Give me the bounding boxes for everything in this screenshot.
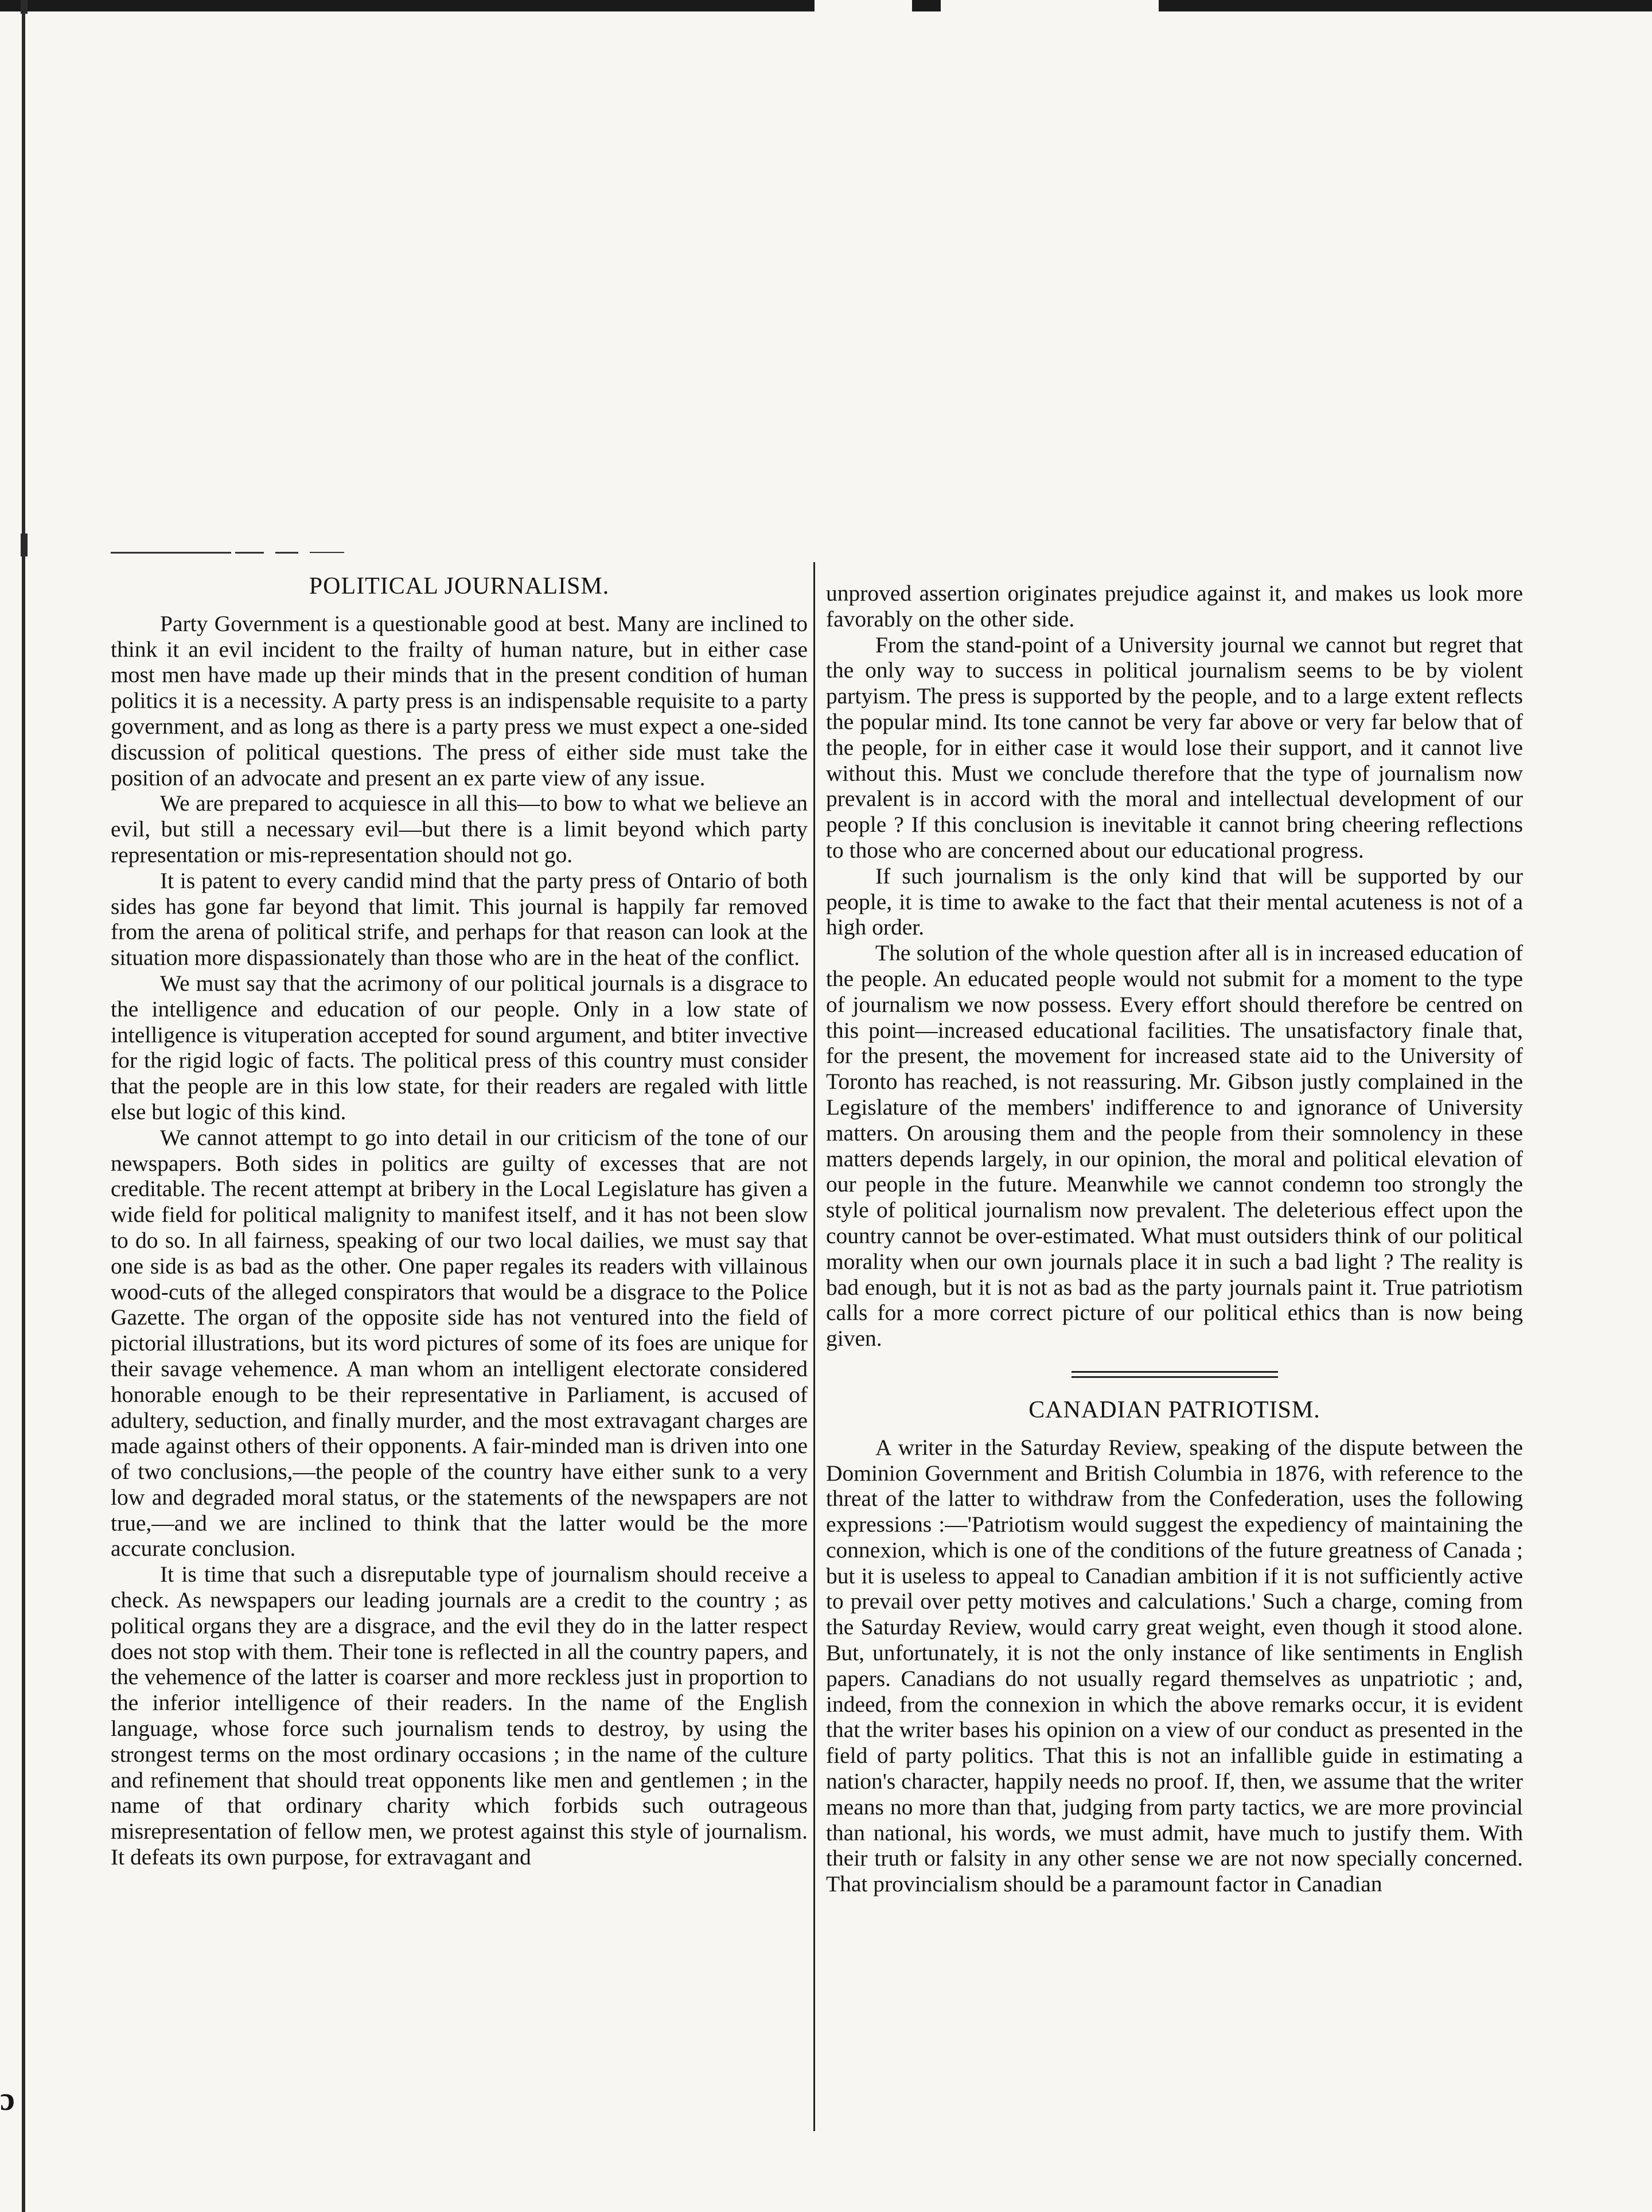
top-rule xyxy=(275,552,298,554)
scan-edge-mark xyxy=(21,533,28,556)
top-rule xyxy=(235,552,264,554)
article-paragraph: It is time that such a disreputable type of journalism should receive a check. As newspapers our leading journals are a credit to the country ; as political organs they are a disgrace, and the evil they do in the latter respect does not stop with them. Their tone is reflected in all the country papers, and the vehemence of the latter is coarser and more reckless just in proportion to the inferior intelligence of their readers. In the name of the English language, whose force such journalism tends to destroy, by using the strongest terms on the most ordinary occasions ; in the name of the culture and refinement that should treat opponents like men and gentlemen ; in the name of that ordinary charity which forbids such outrageous misrepresentation of fellow men, we protest against this style of journalism. It defeats its own purpose, for extravagant and xyxy=(111,1561,808,1870)
margin-mark: ɔ xyxy=(0,2080,15,2117)
scan-edge-mark xyxy=(21,0,28,14)
right-column xyxy=(826,581,1523,1897)
left-column xyxy=(111,574,808,1870)
column-divider xyxy=(813,562,815,2131)
article-title-political-journalism: POLITICAL JOURNALISM. xyxy=(309,573,610,599)
top-rule xyxy=(310,552,344,553)
top-rule xyxy=(111,552,231,554)
article-paragraph: If such journalism is the only kind that will be supported by our people, it is time to awake to the fact that their mental acuteness is not of a high order. xyxy=(826,863,1523,940)
article-title-canadian-patriotism: CANADIAN PATRIOTISM. xyxy=(1028,1396,1320,1423)
article-paragraph: A writer in the Saturday Review, speaking of the dispute between the Dominion Government and British Columbia in 1876, with reference to the threat of the latter to withdraw from the Confederation, uses the following expressions :—'Patriotism would suggest the expediency of maintaining the connexion, which is one of the conditions of the future greatness of Canada ; but it is useless to appeal to Canadian ambition if it is not sufficiently active to prevail over petty motives and calculations.' Such a charge, coming from the Saturday Review, would carry great weight, even though it stood alone. But, unfortunately, it is not the only instance of like sentiments in English papers. Canadians do not usually regard themselves as unpatriotic ; and, indeed, from the connexion in which the above remarks occur, it is evident that the writer bases his opinion on a view of our conduct as presented in the field of party politics. That this is not an infallible guide in estimating a nation's character, happily needs no proof. If, then, we assume that the writer means no more than that, judging from party tactics, we are more provincial than national, his words, we must admit, have much to justify them. With their truth or falsity in any other sense we are not now specially concerned. That provincialism should be a paramount factor in Canadian xyxy=(826,1434,1523,1897)
article-paragraph: Party Government is a questionable good at best. Many are inclined to think it an evil incident to the frailty of human nature, but in either case most men have made up their minds that in the present condition of human politics it is a necessity. A party press is an indispensable requisite to a party government, and as long as there is a party press we must expect a one-sided discussion of political questions. The press of either side must take the position of an advocate and present an ex parte view of any issue. xyxy=(111,610,808,790)
article-paragraph: We cannot attempt to go into detail in our criticism of the tone of our newspapers. Both sides in politics are guilty of excesses that are not creditable. The recent attempt at bribery in the Local Legislature has given a wide field for political malignity to manifest itself, and it has not been slow to do so. In all fairness, speaking of our two local dailies, we must say that one side is as bad as the other. One paper regales its readers with villainous wood-cuts of the alleged conspirators that would be a disgrace to the Police Gazette. The organ of the opposite side has not ventured into the field of pictorial illustrations, but its word pictures of some of its foes are unique for their savage vehemence. A man whom an intelligent electorate considered honorable enough to be their representative in Parliament, is accused of adultery, seduction, and finally murder, and the most extravagant charges are made against others of their opponents. A fair-minded man is driven into one of two conclusions,—the people of the country have either sunk to a very low and degraded moral status, or the statements of the newspapers are not true,—and we are inclined to think that the latter would be the more accurate conclusion. xyxy=(111,1124,808,1561)
article-paragraph-continued: unproved assertion originates prejudice against it, and makes us look more favorably on the other side. xyxy=(826,581,1523,632)
scan-top-border-gap xyxy=(815,0,912,11)
article-paragraph: We are prepared to acquiesce in all this—to bow to what we believe an evil, but still a necessary evil—but there is a limit beyond which party representation or mis-representation should not go. xyxy=(111,790,808,867)
article-paragraph: From the stand-point of a University journal we cannot but regret that the only way to success in political journalism seems to be by violent partyism. The press is supported by the people, and to a large extent reflects the popular mind. Its tone cannot be very far above or very far below that of the people, for in either case it would lose their support, and it cannot live without this. Must we conclude therefore that the type of journalism now prevalent is in accord with the moral and intellectual development of our people ? If this conclusion is inevitable it cannot bring cheering reflections to those who are concerned about our educational progress. xyxy=(826,632,1523,863)
article-paragraph: The solution of the whole question after all is in increased education of the people. An educated people would not submit for a moment to the type of journalism we now possess. Every effort should therefore be centred on this point—increased educational facilities. The unsatisfactory finale that, for the present, the movement for increased state aid to the University of Toronto has reached, is not reassuring. Mr. Gibson justly complained in the Legislature of the members' indifference to and ignorance of University matters. On arousing them and the people from their somnolency in these matters depends largely, in our opinion, the moral and political elevation of our people in the future. Meanwhile we cannot condemn too strongly the style of political journalism now prevalent. The deleterious effect upon the country cannot be over-estimated. What must outsiders think of our political morality when our own journals place it in such a bad light ? The reality is bad enough, but it is not as bad as the party journals paint it. True patriotism calls for a more correct picture of our political ethics than is now being given. xyxy=(826,940,1523,1352)
article-paragraph: We must say that the acrimony of our political journals is a disgrace to the intelligence and education of our people. Only in a low state of intelligence is vituperation accepted for sound argument, and btiter invective for the rigid logic of facts. The political press of this country must consider that the people are in this low state, for their readers are regaled with little else but logic of this kind. xyxy=(111,970,808,1124)
article-paragraph: It is patent to every candid mind that the party press of Ontario of both sides has gone far beyond that limit. This journal is happily far removed from the arena of political strife, and perhaps for that reason can look at the situation more dispassionately than those who are in the heat of the conflict. xyxy=(111,867,808,971)
scan-binding-edge xyxy=(22,6,25,2212)
section-separator xyxy=(1072,1371,1278,1378)
scan-top-border-gap xyxy=(941,0,1159,11)
